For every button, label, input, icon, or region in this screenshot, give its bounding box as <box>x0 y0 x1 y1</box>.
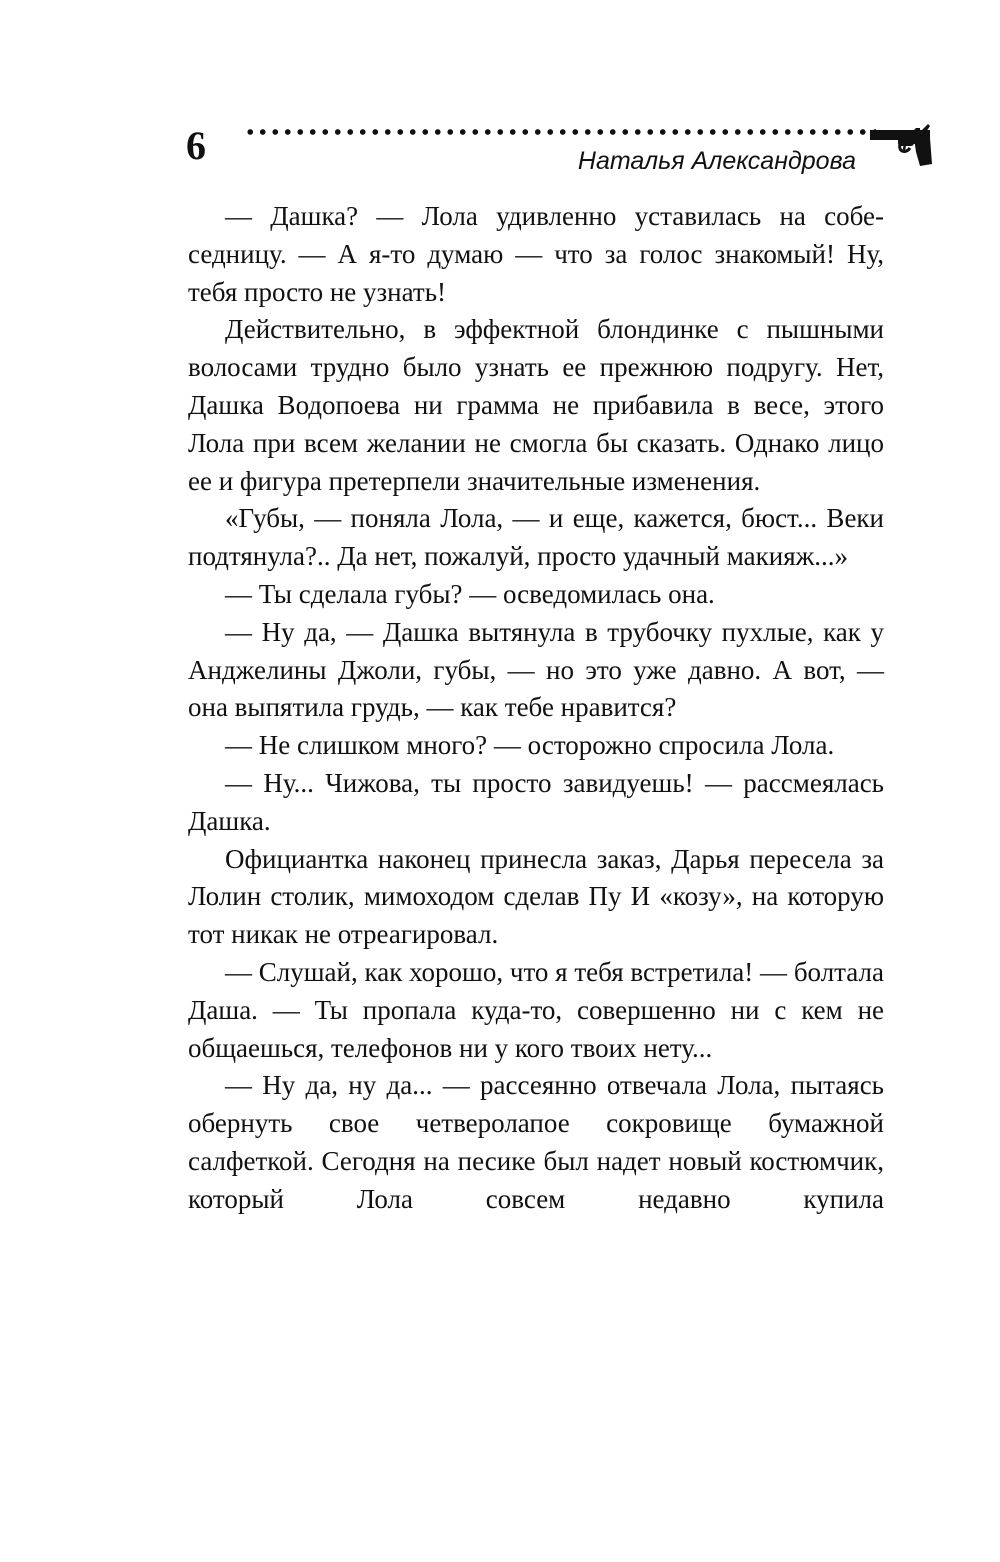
revolver-icon <box>870 124 932 168</box>
dotted-header-rule <box>244 128 876 136</box>
paragraph: — Слушай, как хорошо, что я тебя встретила! — болтала Даша. — Ты пропала куда-то, совершенно ни с кем не общаешься, телефонов ни у кого твоих нету... <box>188 956 884 1063</box>
body-text <box>188 198 884 1219</box>
paragraph: «Губы, — поняла Лола, — и еще, кажется, бюст... Веки подтянула?.. Да нет, пожалуй, просто удачный макияж...» <box>188 503 884 572</box>
paragraph: — Ну да, ну да... — рассеянно отвечала Лола, пытаясь обернуть свое четверолапое сокровище бумажной салфеткой. Сегодня на песике был надет новый костюмчик, который Лола совсем недавно купила <box>188 1070 884 1214</box>
running-header-author: Наталья Александрова <box>577 147 856 175</box>
paragraph: — Ты сделала губы? — осведомилась она. <box>225 578 715 609</box>
paragraph: — Дашка? — Лола удивленно уставилась на собеседницу. — А я-то думаю — что за голос знакомый! Ну, тебя просто не узнать! <box>188 201 884 307</box>
paragraph: Действительно, в эффектной блондинке с пышными волосами трудно было узнать ее прежнюю подругу. Нет, Дашка Водопоева ни грамма не прибавила в весе, этого Лола при всем желании не смогла бы сказать. Однако лицо ее и фигура претерпели значительные изменения. <box>188 314 884 496</box>
page-number: 6 <box>186 123 206 168</box>
paragraph: — Ну... Чижова, ты просто завидуешь! — рассмеялась Дашка. <box>188 767 884 836</box>
paragraph: — Ну да, — Дашка вытянула в трубочку пухлые, как у Анджелины Джоли, губы, — но это уже давно. А вот, — она выпятила грудь, — как тебе нравится? <box>188 616 884 723</box>
paragraph: Официантка наконец принесла заказ, Дарья пересела за Лолин столик, мимоходом сделав Пу И «козу», на которую тот никак не отреагировал. <box>188 843 884 950</box>
paragraph: — Не слишком много? — осторожно спросила Лола. <box>225 730 835 761</box>
